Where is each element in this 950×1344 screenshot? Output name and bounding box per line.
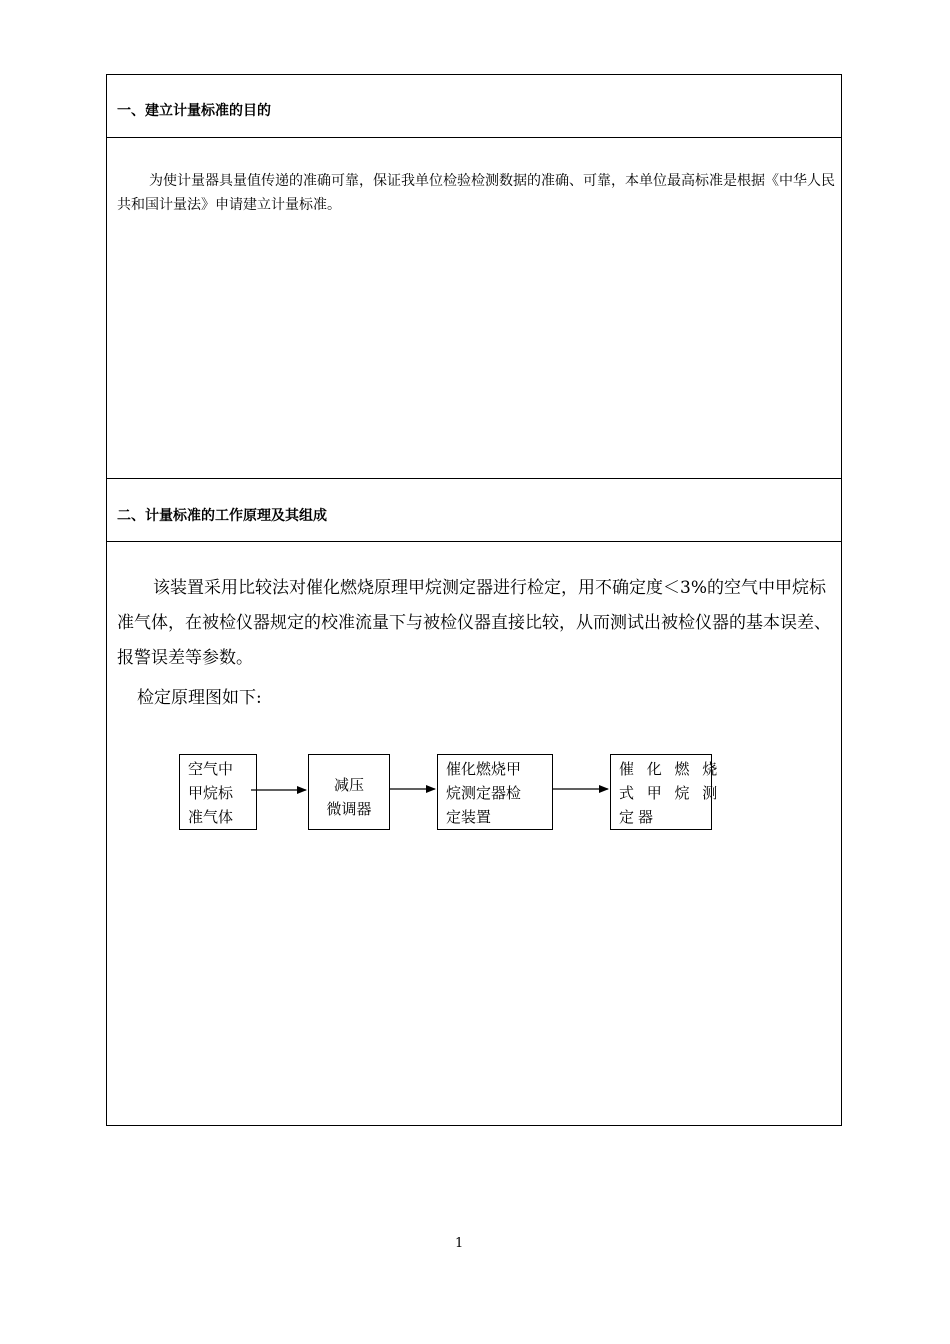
box-line: 催化燃烧甲 [446, 760, 522, 778]
divider [107, 478, 841, 479]
section1-body: 为使计量器具量值传递的准确可靠，保证我单位检验检测数据的准确、可靠，本单位最高标准是根据《中华人民共和国计量法》申请建立计量标准。 [117, 173, 835, 213]
box-line: 式 甲 烷 测 [619, 784, 722, 802]
diagram-box-pressure-regulator [308, 754, 390, 830]
box-line: 烷测定器检 [446, 784, 522, 802]
box-line: 定器 [619, 808, 658, 826]
section2-heading: 二、计量标准的工作原理及其组成 [117, 508, 327, 524]
box-line: 空气中 [188, 760, 234, 778]
divider [107, 541, 841, 542]
box-line: 定装置 [446, 808, 492, 826]
divider [107, 137, 841, 138]
diagram-caption: 检定原理图如下: [137, 688, 262, 708]
box-line: 催 化 燃 烧 [619, 760, 722, 778]
page-number: 1 [455, 1236, 464, 1251]
box-line: 减压 [333, 776, 364, 794]
section2-body: 该装置采用比较法对催化燃烧原理甲烷测定器进行检定，用不确定度＜3%的空气中甲烷标准气体，在被检仪器规定的校准流量下与被检仪器直接比较，从而测试出被检仪器的基本误差、报警误差等参数。 [117, 578, 831, 668]
diagram-box-methane-detector [610, 754, 722, 830]
box-line: 微调器 [326, 800, 372, 818]
form-table [106, 74, 842, 1126]
section1-heading: 一、建立计量标准的目的 [117, 103, 271, 119]
diagram-box-gas-standard [179, 754, 257, 830]
box-line: 甲烷标 [188, 784, 234, 802]
box-line: 准气体 [188, 808, 234, 826]
diagram-box-calibration-device [437, 754, 553, 830]
